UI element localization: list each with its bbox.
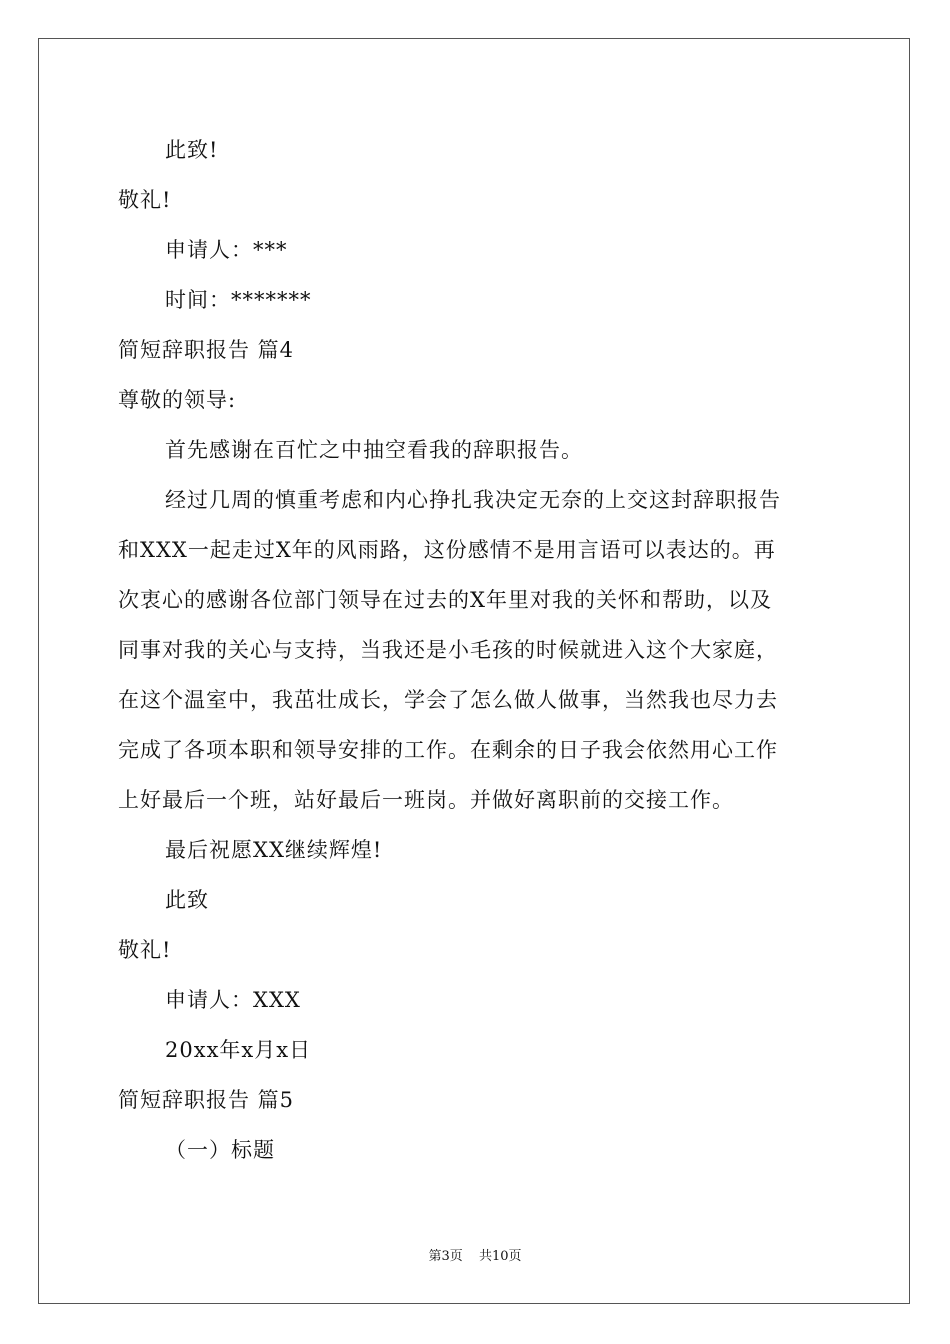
page-number: 第3页 — [428, 1249, 463, 1264]
applicant-line: 申请人：*** — [165, 238, 288, 262]
closing-jingli-2: 敬礼! — [118, 938, 172, 962]
applicant-line-2: 申请人：XXX — [165, 988, 301, 1012]
paragraph-line: 上好最后一个班，站好最后一班岗。并做好离职前的交接工作。 — [118, 788, 734, 812]
subheading-title: （一）标题 — [165, 1138, 275, 1162]
salutation: 尊敬的领导: — [118, 388, 237, 412]
paragraph-line: 首先感谢在百忙之中抽空看我的辞职报告。 — [165, 438, 583, 462]
page-total: 共10页 — [478, 1249, 522, 1264]
date-line: 20xx年x月x日 — [165, 1038, 312, 1062]
closing-cizhi: 此致! — [165, 138, 219, 162]
paragraph-line: 经过几周的慎重考虑和内心挣扎我决定无奈的上交这封辞职报告 — [165, 488, 781, 512]
paragraph-line: 在这个温室中，我茁壮成长，学会了怎么做人做事，当然我也尽力去 — [118, 688, 778, 712]
closing-cizhi-2: 此致 — [165, 888, 209, 912]
page-border — [38, 38, 910, 1304]
paragraph-line: 和XXX一起走过X年的风雨路，这份感情不是用言语可以表达的。再 — [118, 538, 776, 562]
paragraph-line: 同事对我的关心与支持，当我还是小毛孩的时候就进入这个大家庭， — [118, 638, 778, 662]
time-line: 时间：******* — [165, 288, 312, 312]
closing-jingli: 敬礼! — [118, 188, 172, 212]
page-footer — [0, 1245, 950, 1264]
paragraph-line: 次衷心的感谢各位部门领导在过去的X年里对我的关怀和帮助，以及 — [118, 588, 772, 612]
section-heading-5: 简短辞职报告 篇5 — [118, 1088, 295, 1112]
paragraph-line: 完成了各项本职和领导安排的工作。在剩余的日子我会依然用心工作 — [118, 738, 778, 762]
wish-line: 最后祝愿XX继续辉煌! — [165, 838, 383, 862]
section-heading-4: 简短辞职报告 篇4 — [118, 338, 295, 362]
